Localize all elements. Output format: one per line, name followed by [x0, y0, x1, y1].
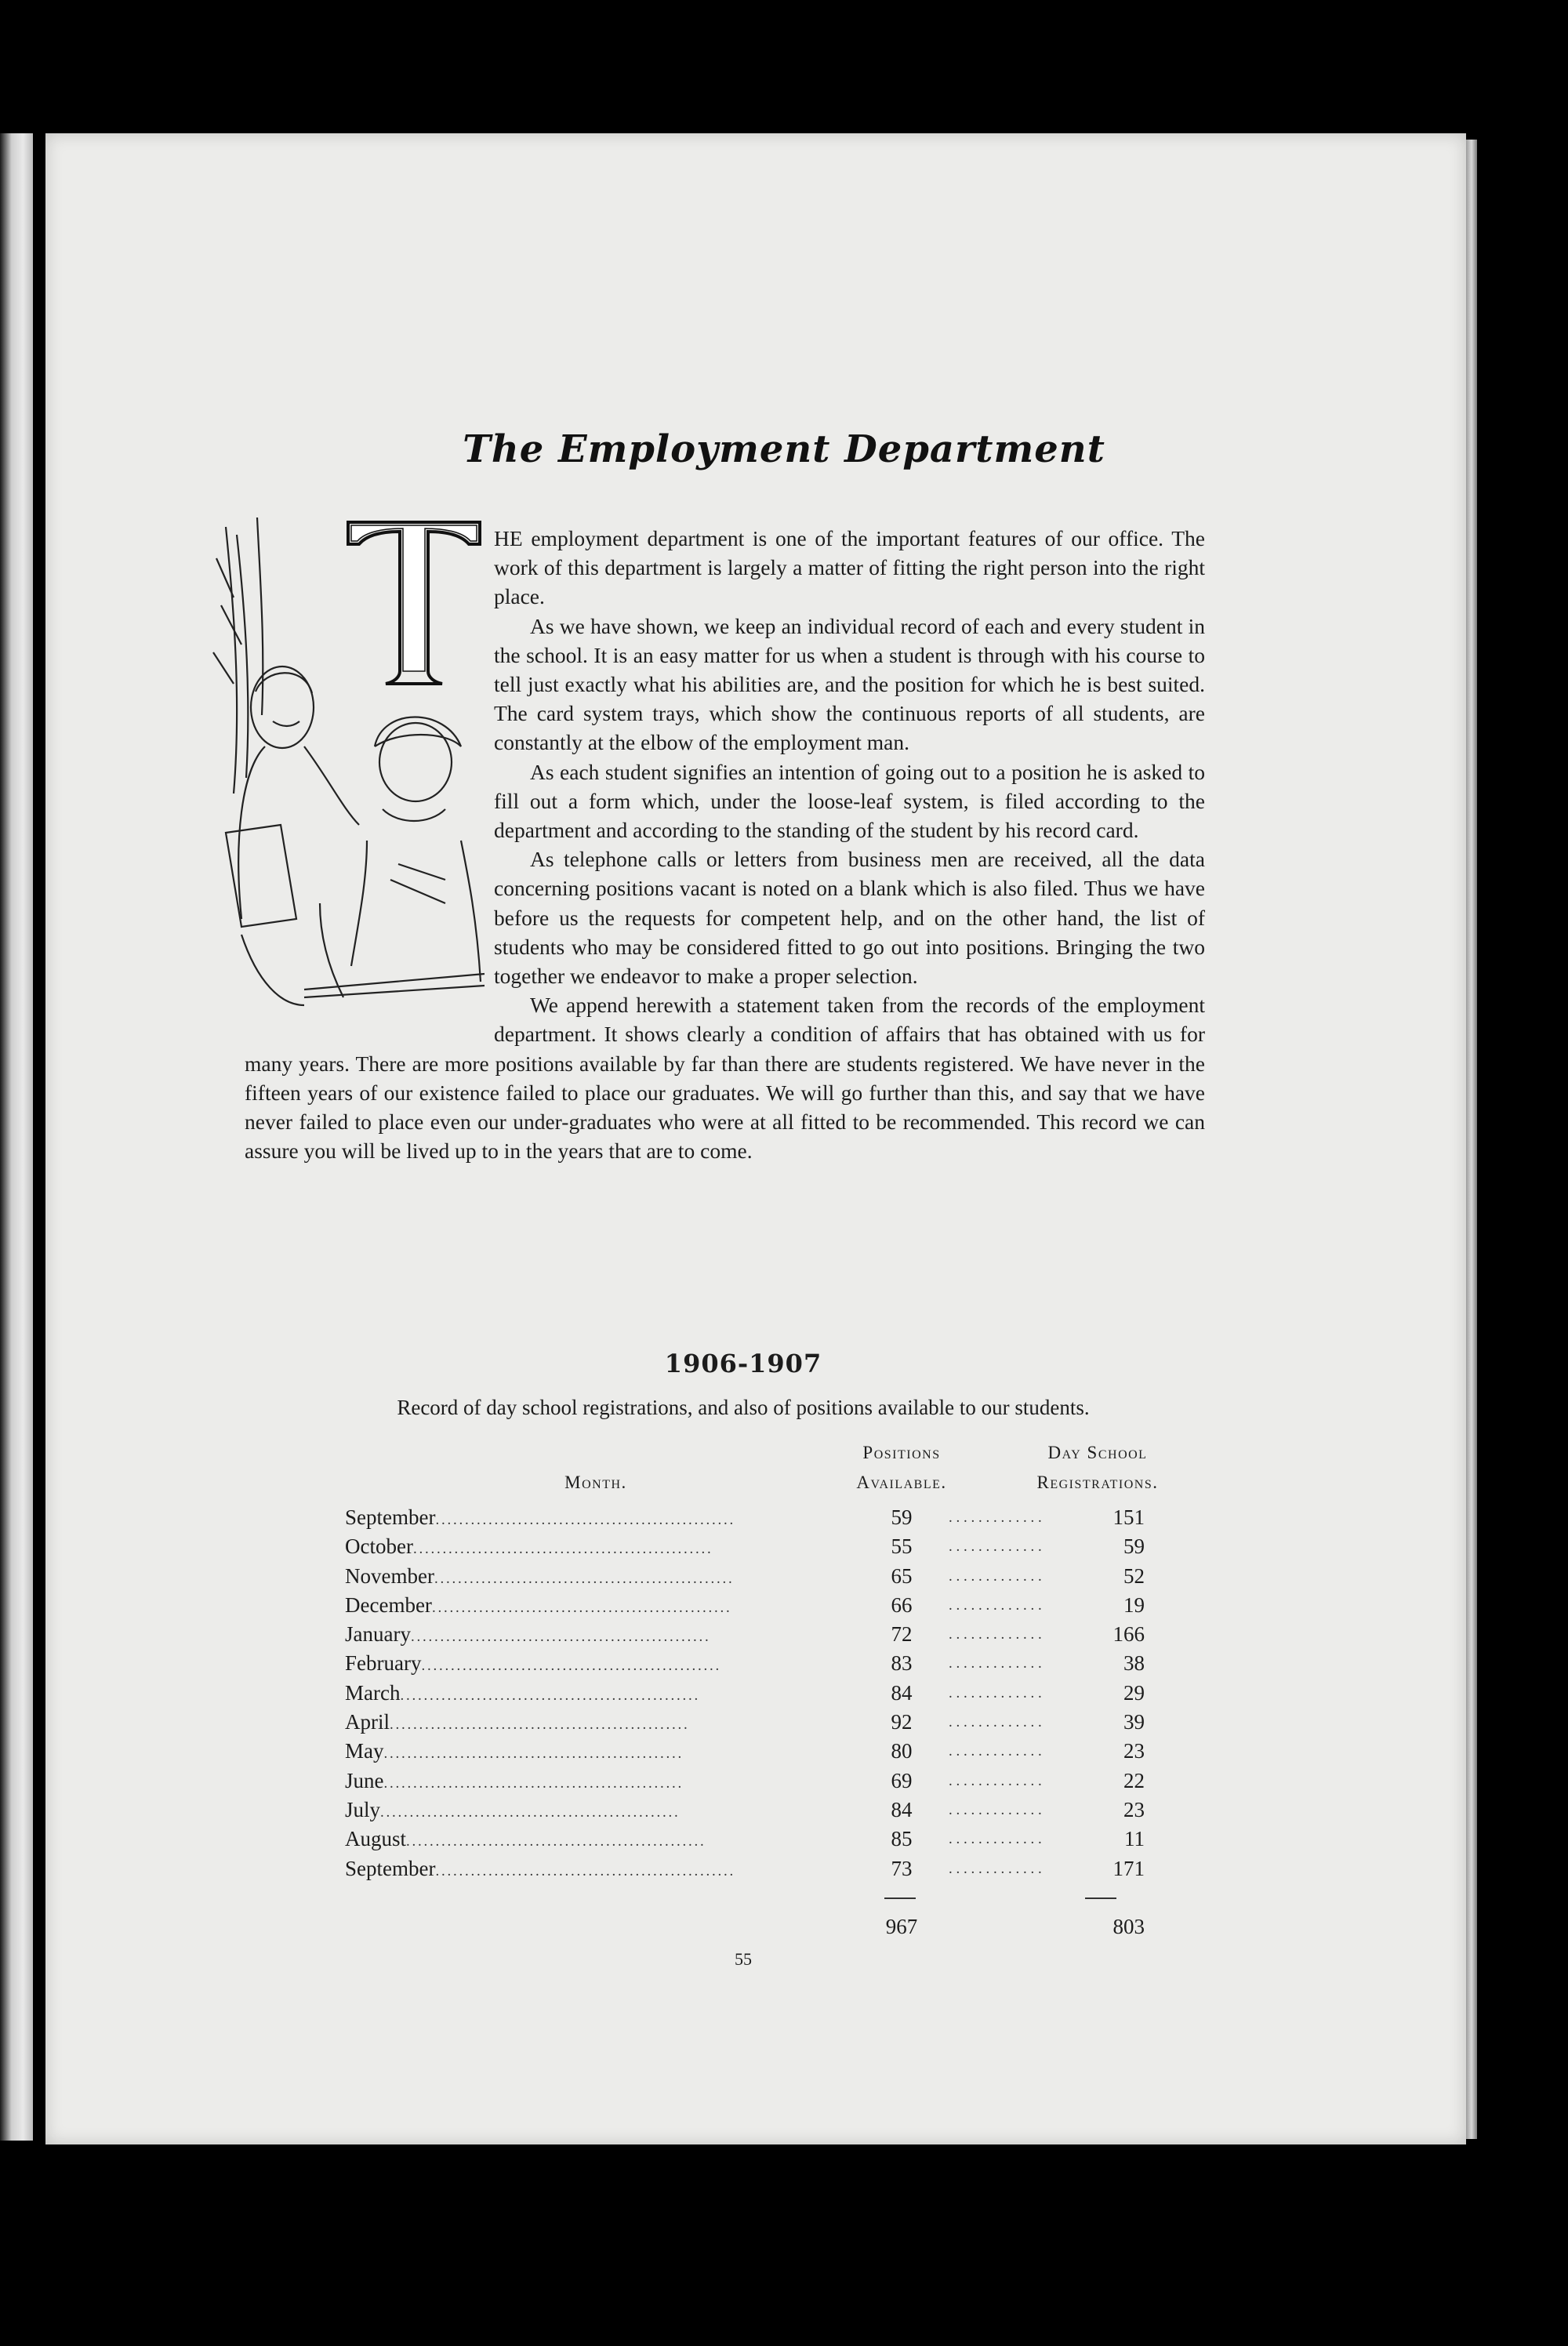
positions-cell: 66 [891, 1592, 913, 1617]
positions-cell: 55 [891, 1534, 913, 1559]
positions-cell: 69 [891, 1768, 913, 1792]
month-header-text: Month. [564, 1473, 627, 1492]
registrations-total: 803 [1112, 1915, 1145, 1938]
record-caption: Record of day school registrations, and also of positions available to our students. [397, 1396, 1090, 1419]
positions-cell: 84 [891, 1797, 913, 1821]
registrations-cell: 52 [1123, 1563, 1145, 1588]
positions-cell: 80 [891, 1739, 913, 1763]
registrations-column-header [996, 1438, 1200, 1498]
positions-cell: 84 [891, 1680, 913, 1705]
paragraph-2: As we have shown, we keep an individual record of each and every student in the school. It is an easy matter for us when a student is through with his course to tell just exactly what his abilities are, and the position for which he is best suited. The card system trays, which show the continuous reports of all students, are constantly at the elbow of the employment man. [494, 613, 1205, 755]
month-cell: July . . . [345, 1796, 855, 1827]
dot-leader: . . . . . . . . . . . . . [949, 1714, 1042, 1731]
month-cell: February . . . [345, 1649, 855, 1680]
dot-leader: . . . . . . . . . . . . . [949, 1538, 1042, 1556]
dot-leader: . . . . . . . . . . . . . [949, 1743, 1042, 1760]
registrations-header-line-1: Day School [1047, 1443, 1148, 1462]
table-row [345, 1532, 1192, 1561]
month-cell: March . . . [345, 1679, 855, 1710]
table-row [345, 1737, 1192, 1766]
illustration-spacer [245, 524, 494, 1040]
registrations-cell: 11 [1124, 1827, 1145, 1851]
paragraph-4: As telephone calls or letters from business men are received, all the data concerning positions vacant is noted on a blank which is also filed. Thus we have before us the requests for competent help, and on the other hand, the list of students who may be considered fitted to go out into positions. Bringing the two together we endeavor to make a proper selection. [494, 847, 1205, 989]
dot-leader: . . . . . . . . . . . . . [949, 1567, 1042, 1585]
dot-leader: . . . . . . . . . . . . . [949, 1655, 1042, 1672]
table-row [345, 1825, 1192, 1854]
positions-cell: 92 [891, 1710, 913, 1734]
positions-cell: 83 [891, 1651, 913, 1676]
page-number: 55 [735, 1949, 752, 1969]
registrations-cell: 22 [1123, 1768, 1145, 1792]
table-row [345, 1649, 1192, 1678]
positions-cell: 65 [891, 1563, 913, 1588]
month-column-header [517, 1468, 674, 1498]
month-cell: November . . . [345, 1562, 855, 1593]
positions-total: 967 [885, 1915, 918, 1938]
table-row [345, 1503, 1192, 1532]
month-cell: December . . . [345, 1591, 855, 1622]
positions-cell: 73 [891, 1856, 913, 1880]
month-cell: January . . . [345, 1620, 855, 1651]
registrations-cell: 38 [1123, 1651, 1145, 1676]
month-cell: September . . . [345, 1854, 855, 1886]
dot-leader: . . . . . . . . . . . . . [949, 1626, 1042, 1643]
record-year-heading: 1906-1907 [664, 1349, 822, 1378]
dot-leader: . . . . . . . . . . . . . [949, 1596, 1042, 1614]
registrations-header-line-2: Registrations. [1036, 1473, 1159, 1492]
paragraph-3: As each student signifies an intention of going out to a position he is asked to fill out a form which, under the loose-leaf system, is filed according to the department and according to the standing of the student by his record card. [494, 759, 1205, 843]
table-row [345, 1562, 1192, 1591]
month-cell: August . . . [345, 1825, 855, 1856]
registrations-cell: 23 [1123, 1739, 1145, 1763]
table-row [345, 1708, 1192, 1737]
registrations-cell: 171 [1112, 1856, 1145, 1880]
dot-leader: . . . . . . . . . . . . . [949, 1772, 1042, 1789]
registrations-cell: 19 [1123, 1592, 1145, 1617]
table-row [345, 1620, 1192, 1649]
month-cell: May . . . [345, 1737, 855, 1768]
positions-cell: 85 [891, 1827, 913, 1851]
positions-column-header [815, 1438, 988, 1498]
registrations-cell: 151 [1112, 1505, 1145, 1529]
month-cell: September . . . [345, 1503, 855, 1534]
dot-leader: . . . . . . . . . . . . . [949, 1801, 1042, 1818]
month-cell: June . . . [345, 1767, 855, 1798]
positions-cell: 59 [891, 1505, 913, 1529]
month-cell: October . . . [345, 1532, 855, 1563]
table-row [345, 1854, 1192, 1883]
registrations-total-rule [1085, 1898, 1116, 1899]
paragraph-5: We append herewith a statement taken from the records of the employment department. It shows clearly a condition of affairs that has obtained with us for many years. There are more positions available by far than there are students registered. We have never in the fifteen years of our existence failed to place our graduates. We will go further than this, and say that we have never failed to place even our under-graduates who were at all fitted to be recommended. This record we can assure you will be lived up to in the years that are to come. [245, 993, 1205, 1164]
positions-total-rule [884, 1898, 916, 1899]
registrations-cell: 59 [1123, 1534, 1145, 1559]
table-row [345, 1679, 1192, 1708]
dot-leader: . . . . . . . . . . . . . [949, 1831, 1042, 1848]
page-title: The Employment Department [463, 427, 1105, 471]
article-body [245, 524, 1205, 1165]
table-row [345, 1767, 1192, 1796]
positions-header-line-2: Available. [856, 1473, 947, 1492]
paragraph-1: HE employment department is one of the important features of our office. The work of this department is largely a matter of fitting the right person into the right place. [494, 526, 1205, 609]
dot-leader: . . . . . . . . . . . . . [949, 1684, 1042, 1701]
month-cell: April . . . [345, 1708, 855, 1739]
table-row [345, 1796, 1192, 1825]
dot-leader: . . . . . . . . . . . . . [949, 1860, 1042, 1877]
record-table [345, 1503, 1192, 1883]
registrations-cell: 166 [1112, 1622, 1145, 1647]
positions-header-line-1: Positions [862, 1443, 941, 1462]
registrations-cell: 39 [1123, 1710, 1145, 1734]
dot-leader: . . . . . . . . . . . . . [949, 1509, 1042, 1526]
positions-cell: 72 [891, 1622, 913, 1647]
table-row [345, 1591, 1192, 1620]
registrations-cell: 29 [1123, 1680, 1145, 1705]
registrations-cell: 23 [1123, 1797, 1145, 1821]
